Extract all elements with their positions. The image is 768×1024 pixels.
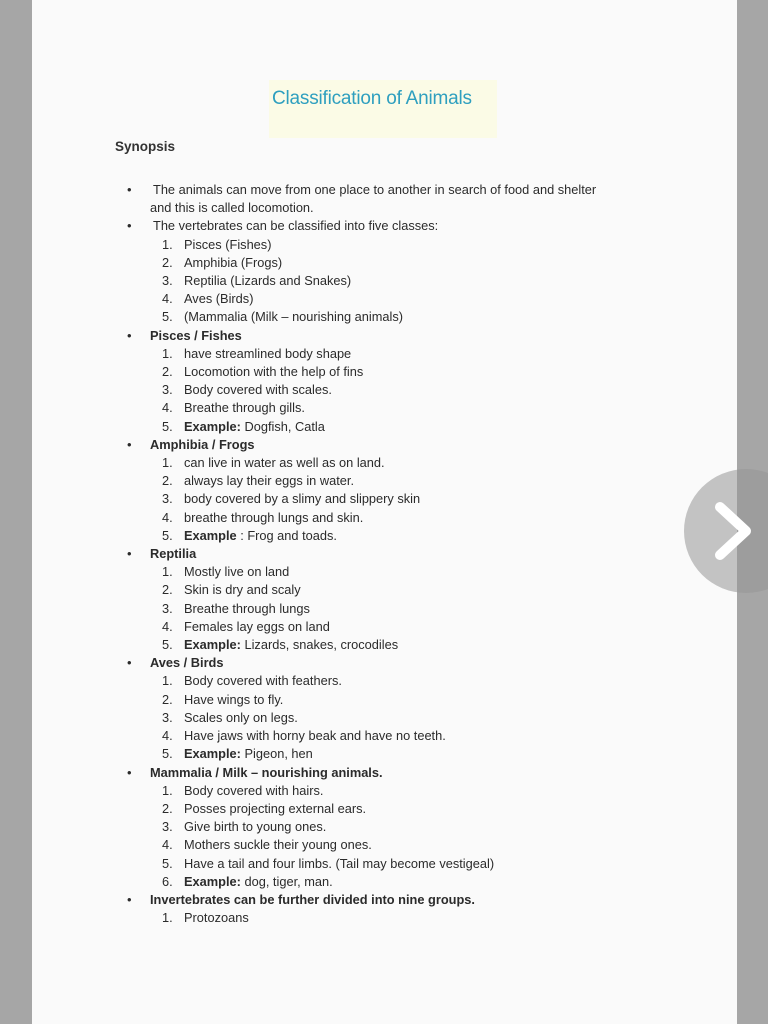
list-item [0, 509, 700, 527]
list-number: 2. [162, 364, 173, 380]
list-item [0, 363, 700, 381]
bullet-item [0, 327, 700, 345]
bullet-dot: • [127, 182, 132, 197]
list-number: 4. [162, 618, 173, 634]
list-item [0, 254, 700, 272]
list-item-text: Pisces (Fishes) [184, 236, 272, 252]
list-item-text: Skin is dry and scaly [184, 582, 301, 598]
list-number: 4. [162, 400, 173, 416]
bullet-dot: • [127, 218, 132, 234]
bullet-item [0, 181, 700, 217]
list-item-text: : Frog and toads. [240, 527, 337, 543]
list-item [0, 563, 700, 581]
example-label: Example: [184, 746, 241, 762]
list-item-text: Posses projecting external ears. [184, 800, 367, 816]
section-heading: Reptilia [150, 546, 197, 562]
list-number: 3. [162, 600, 173, 616]
list-item-text: Mothers suckle their young ones. [184, 837, 372, 853]
list-item-text: Dogfish, Catla [244, 418, 325, 434]
list-number: 4. [162, 291, 173, 307]
list-item [0, 782, 700, 800]
list-item-text: Pigeon, hen [244, 746, 313, 762]
bullet-item [0, 545, 700, 563]
list-item-text: always lay their eggs in water. [184, 473, 354, 489]
bullet-text-continued: and this is called locomotion. [150, 200, 314, 216]
list-item [0, 800, 700, 818]
bullet-item [0, 436, 700, 454]
list-item [0, 855, 700, 873]
list-item [0, 490, 700, 508]
list-item-text: Lizards, snakes, crocodiles [244, 637, 399, 653]
list-item [0, 345, 700, 363]
list-number: 3. [162, 382, 173, 398]
list-item-text: Have a tail and four limbs. (Tail may become vestigeal) [184, 855, 495, 871]
bullet-dot: • [127, 546, 132, 562]
list-item-text: Scales only on legs. [184, 709, 298, 725]
list-number: 1. [162, 236, 173, 252]
list-item [0, 745, 700, 763]
list-number: 3. [162, 709, 173, 725]
list-number: 1. [162, 782, 173, 798]
list-item [0, 454, 700, 472]
list-item-text: body covered by a slimy and slippery skin [184, 491, 421, 507]
list-item-text: Amphibia (Frogs) [184, 254, 283, 270]
list-number: 1. [162, 673, 173, 689]
list-item [0, 472, 700, 490]
example-label: Example [184, 527, 237, 543]
bullet-text: The vertebrates can be classified into five classes: [153, 218, 439, 234]
list-item [0, 618, 700, 636]
list-item-text: Aves (Birds) [184, 291, 254, 307]
section-heading: Amphibia / Frogs [150, 436, 255, 452]
page-title: Classification of Animals [272, 88, 472, 109]
bullet-dot: • [127, 655, 132, 671]
list-number: 5. [162, 309, 173, 325]
title-highlight [269, 80, 497, 138]
section-heading: Mammalia / Milk – nourishing animals. [150, 764, 383, 780]
list-item [0, 727, 700, 745]
list-item-text: have streamlined body shape [184, 345, 352, 361]
list-item [0, 236, 700, 254]
list-item [0, 581, 700, 599]
list-number: 5. [162, 855, 173, 871]
list-item [0, 672, 700, 690]
example-label: Example: [184, 873, 241, 889]
list-number: 3. [162, 819, 173, 835]
synopsis-heading: Synopsis [115, 139, 176, 154]
list-number: 2. [162, 800, 173, 816]
bullet-dot: • [127, 891, 132, 907]
section-heading: Invertebrates can be further divided into nine groups. [150, 891, 475, 907]
list-item [0, 381, 700, 399]
section-heading: Pisces / Fishes [150, 327, 242, 343]
list-number: 5. [162, 637, 173, 653]
list-item-text: breathe through lungs and skin. [184, 509, 364, 525]
list-item [0, 399, 700, 417]
chevron-right-icon [714, 501, 754, 561]
bullet-dot: • [127, 764, 132, 780]
list-number: 4. [162, 728, 173, 744]
bullet-item [0, 217, 700, 235]
list-number: 1. [162, 564, 173, 580]
bullet-dot: • [127, 436, 132, 452]
list-item-text: Protozoans [184, 910, 249, 926]
section-heading: Aves / Birds [150, 655, 224, 671]
bullet-item [0, 764, 700, 782]
list-item [0, 600, 700, 618]
bullet-list [0, 181, 700, 927]
list-item [0, 308, 700, 326]
list-item-text: Body covered with hairs. [184, 782, 324, 798]
list-item [0, 636, 700, 654]
list-number: 4. [162, 509, 173, 525]
bullet-text: The animals can move from one place to another in search of food and shelter [153, 182, 597, 197]
list-number: 4. [162, 837, 173, 853]
list-number: 1. [162, 910, 173, 926]
list-number: 5. [162, 418, 173, 434]
list-item [0, 290, 700, 308]
bullet-dot: • [127, 327, 132, 343]
bullet-item [0, 654, 700, 672]
list-number: 1. [162, 455, 173, 471]
bullet-item [0, 891, 700, 909]
list-item [0, 527, 700, 545]
list-item [0, 873, 700, 891]
list-item-text: Body covered with scales. [184, 382, 332, 398]
example-label: Example: [184, 418, 241, 434]
list-item [0, 691, 700, 709]
list-item-text: (Mammalia (Milk – nourishing animals) [184, 309, 404, 325]
list-number: 5. [162, 746, 173, 762]
list-number: 2. [162, 582, 173, 598]
list-item-text: can live in water as well as on land. [184, 455, 385, 471]
list-number: 3. [162, 491, 173, 507]
list-item-text: Females lay eggs on land [184, 618, 330, 634]
list-item-text: Give birth to young ones. [184, 819, 327, 835]
list-item-text: Mostly live on land [184, 564, 290, 580]
list-number: 5. [162, 527, 173, 543]
list-item [0, 836, 700, 854]
list-item-text: Reptilia (Lizards and Snakes) [184, 273, 352, 289]
list-item [0, 909, 700, 927]
list-item [0, 418, 700, 436]
list-item-text: dog, tiger, man. [244, 873, 333, 889]
list-number: 6. [162, 873, 173, 889]
list-item-text: Breathe through lungs [184, 600, 310, 616]
list-number: 1. [162, 345, 173, 361]
list-number: 2. [162, 254, 173, 270]
list-item [0, 818, 700, 836]
list-number: 2. [162, 691, 173, 707]
list-item-text: Have wings to fly. [184, 691, 284, 707]
list-number: 2. [162, 473, 173, 489]
list-item-text: Locomotion with the help of fins [184, 364, 364, 380]
list-item [0, 709, 700, 727]
example-label: Example: [184, 637, 241, 653]
list-item-text: Breathe through gills. [184, 400, 305, 416]
list-number: 3. [162, 273, 173, 289]
list-item-text: Have jaws with horny beak and have no teeth. [184, 728, 446, 744]
list-item [0, 272, 700, 290]
list-item-text: Body covered with feathers. [184, 673, 342, 689]
